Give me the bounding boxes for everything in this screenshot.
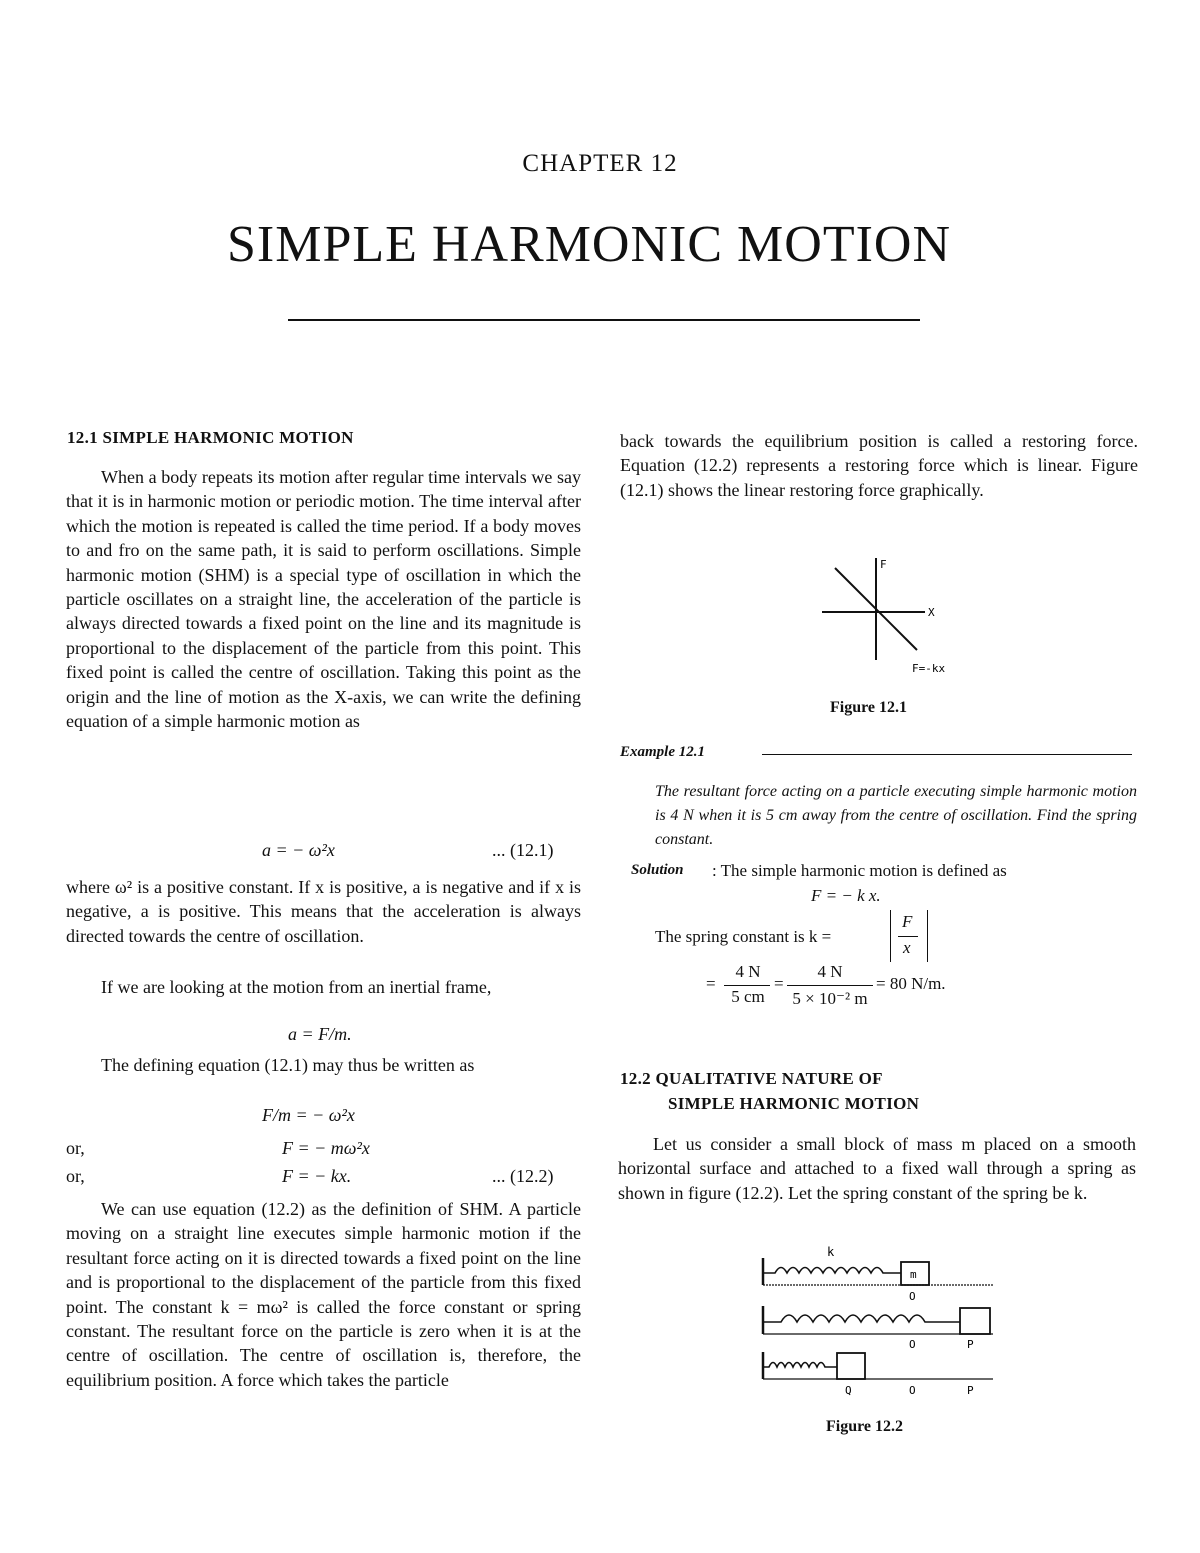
spring-2 — [763, 1315, 960, 1322]
calc-numerator-2: 4 N — [817, 962, 843, 981]
point-o-2: O — [909, 1338, 916, 1351]
solution-definition-eq: F = − k x. — [811, 886, 881, 905]
paragraph-shm-definition: We can use equation (12.2) as the definition of SHM. A particle moving on a straight line executes simple harmonic motion if the resultant force acting on it is directed towards a fixed point on the line and is proportional to the displacement of the particle from this fixed point. The constant k = mω² is called the force constant or spring constant. The resultant force on the particle is zero when it is at the centre of oscillation. The centre of oscillation is, therefore, the equilibrium position. A force which takes the particle — [66, 1199, 581, 1390]
paragraph-defining-equation: The defining equation (12.1) may thus be written as — [101, 1055, 475, 1075]
x-axis-label: X — [928, 606, 935, 619]
spring-1 — [763, 1268, 901, 1274]
equation-12-2: F = − kx. — [282, 1166, 352, 1186]
figure-12-2-diagram — [755, 1240, 1000, 1415]
calc-numerator-1: 4 N — [735, 962, 761, 981]
section-heading-12-1: 12.1 SIMPLE HARMONIC MOTION — [67, 428, 354, 447]
equals-sign-2: = — [774, 974, 784, 993]
solution-intro: : The simple harmonic motion is defined as — [712, 861, 1007, 880]
example-problem: The resultant force acting on a particle executing simple harmonic motion is 4 N when it is 5 cm away from the centre of oscillation. Find the spring constant. — [655, 783, 1137, 848]
point-p-2: P — [967, 1338, 974, 1351]
point-p-3: P — [967, 1384, 974, 1397]
point-q-3: Q — [845, 1384, 852, 1397]
title-divider — [288, 319, 920, 321]
equation-number-12-2: ... (12.2) — [492, 1166, 554, 1186]
equation-12-1: a = − ω²x — [262, 840, 335, 860]
spring-3 — [763, 1363, 837, 1368]
figure-12-2-caption: Figure 12.2 — [826, 1418, 904, 1435]
block-3 — [837, 1353, 865, 1379]
block-label-m: m — [910, 1268, 917, 1281]
solution-label: Solution — [631, 862, 684, 878]
figure-12-1-caption: Figure 12.1 — [830, 699, 908, 716]
y-axis-label: F — [880, 558, 887, 571]
paragraph-restoring-force: back towards the equilibrium position is called a restoring force. Equation (12.2) represents a restoring force which is linear. Figure (12.1) shows the linear restoring force graphically. — [620, 431, 1138, 500]
equation-newton: a = F/m. — [288, 1024, 352, 1044]
equals-sign-1: = — [706, 974, 716, 993]
spring-label-k: k — [827, 1245, 835, 1259]
paragraph-inertial-frame: If we are looking at the motion from an inertial frame, — [101, 977, 492, 997]
figure-12-1-graph — [800, 550, 980, 680]
section-heading-12-2-line1: 12.2 QUALITATIVE NATURE OF — [620, 1069, 883, 1088]
paragraph-acceleration: where ω² is a positive constant. If x is positive, a is negative and if x is negative, a is positive. This means that the acceleration is always directed towards the centre of oscillation. — [66, 877, 581, 946]
chapter-title: SIMPLE HARMONIC MOTION — [226, 216, 952, 273]
example-rule — [762, 754, 1132, 755]
calc-denominator-2: 5 × 10⁻² m — [792, 989, 868, 1008]
calc-denominator-1: 5 cm — [731, 987, 765, 1006]
spring-constant-text: The spring constant is k = — [655, 927, 832, 946]
fraction-numerator-f: F — [902, 912, 913, 931]
calc-result: = 80 N/m. — [876, 974, 946, 993]
calc-fraction-bar-2 — [787, 985, 873, 986]
or-label-2: or, — [66, 1166, 85, 1186]
equation-number-12-1: ... (12.1) — [492, 840, 554, 860]
example-label: Example 12.1 — [620, 744, 705, 760]
block-2 — [960, 1308, 990, 1334]
or-label-1: or, — [66, 1138, 85, 1158]
point-o-1: O — [909, 1290, 916, 1303]
equation-force-mass: F/m = − ω²x — [262, 1105, 355, 1125]
equation-force-momega: F = − mω²x — [282, 1138, 370, 1158]
section-heading-12-2-line2: SIMPLE HARMONIC MOTION — [668, 1094, 920, 1113]
paragraph-intro: When a body repeats its motion after regular time intervals we say that it is in harmonic motion or periodic motion. The time interval after which the motion is repeated is called the time period. If a body moves to and fro on the same path, it is said to perform oscillations. Simple harmonic motion (SHM) is a special type of oscillation in which the particle oscillates on a straight line, the acceleration of the particle is always directed towards a fixed point on the line and its magnitude is proportional to the displacement of the particle from this point. This fixed point is called the centre of oscillation. Taking this point as the origin and the line of motion as the X-axis, we can write the defining equation of a simple harmonic motion as — [66, 467, 581, 732]
paragraph-spring-block: Let us consider a small block of mass m placed on a smooth horizontal surface and attached to a fixed wall through a spring as shown in figure (12.2). Let the spring constant of the spring be k. — [618, 1134, 1136, 1203]
line-label: F=-kx — [912, 662, 946, 675]
fraction-denominator-x: x — [903, 938, 911, 957]
chapter-label: CHAPTER 12 — [522, 150, 678, 177]
point-o-3: O — [909, 1384, 916, 1397]
